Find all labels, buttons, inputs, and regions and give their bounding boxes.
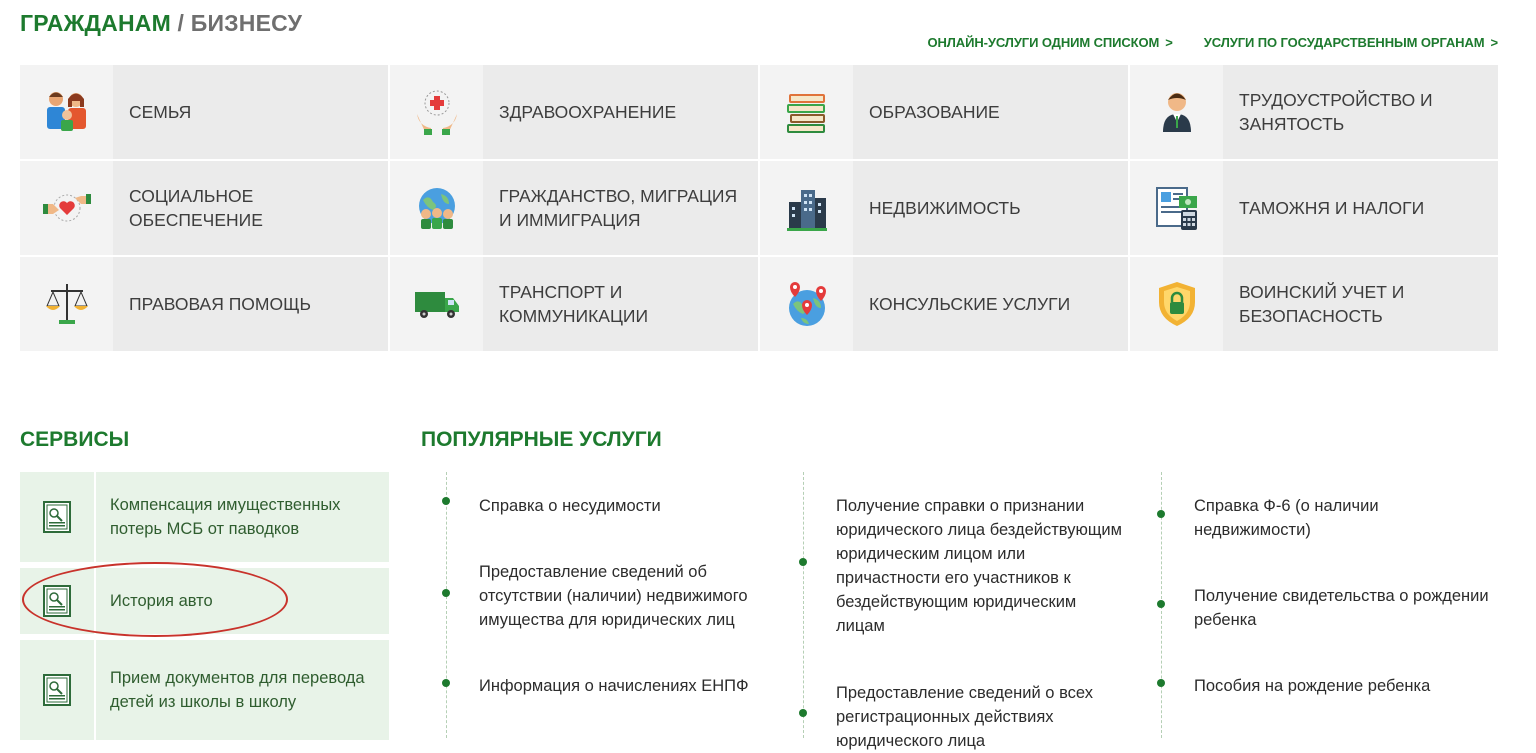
bullet-dot [442,589,450,597]
bullet-dot [1157,600,1165,608]
service-label: Компенсация имущественных потерь МСБ от паводков [94,472,389,562]
category-label: ВОИНСКИЙ УЧЕТ И БЕЗОПАСНОСТЬ [1239,282,1405,326]
category-grid [20,65,1498,351]
category-consular[interactable] [760,257,1128,351]
globe-pins-icon [781,278,833,330]
category-legal-aid[interactable] [20,257,388,351]
services-by-agency-link[interactable]: УСЛУГИ ПО ГОСУДАРСТВЕННЫМ ОРГАНАМ > [1203,35,1498,50]
category-military-security[interactable] [1130,257,1498,351]
tab-separator: / [177,10,185,36]
header-links [927,35,1498,50]
shield-lock-icon [1151,278,1203,330]
category-label: ТРАНСПОРТ И КОММУНИКАЦИИ [499,282,649,326]
truck-icon [411,278,463,330]
popular-column-2 [803,472,804,738]
popular-service-link[interactable]: Получение справки о признании юридического лица бездействующим юридическим лицом или причастности его участников к бездействующим юридическим лицам [836,497,1122,635]
service-item-sme-flood-compensation[interactable] [20,472,389,562]
category-customs-taxes[interactable] [1130,161,1498,255]
business-tab[interactable]: БИЗНЕСУ [190,10,303,36]
tax-document-icon [1151,182,1203,234]
category-label: ЗДРАВООХРАНЕНИЕ [499,102,677,122]
category-label: ТРУДОУСТРОЙСТВО И ЗАНЯТОСТЬ [1239,90,1433,134]
bullet-dot [799,709,807,717]
chevron-right-icon: > [1490,35,1498,50]
category-family[interactable] [20,65,388,159]
category-citizenship[interactable] [390,161,758,255]
category-label: ГРАЖДАНСТВО, МИГРАЦИЯ И ИММИГРАЦИЯ [499,186,738,230]
bullet-dot [1157,679,1165,687]
popular-column-1 [446,472,447,738]
scales-icon [41,278,93,330]
category-real-estate[interactable] [760,161,1128,255]
category-label: СЕМЬЯ [129,102,192,122]
citizens-tab[interactable]: ГРАЖДАНАМ [20,10,171,36]
bullet-dot [442,497,450,505]
globe-people-icon [411,182,463,234]
popular-service-link[interactable]: Информация о начислениях ЕНПФ [479,677,749,695]
heart-hands-icon [41,182,93,234]
category-transport[interactable] [390,257,758,351]
category-social[interactable] [20,161,388,255]
audience-switch [20,10,302,37]
category-education[interactable] [760,65,1128,159]
category-label: КОНСУЛЬСКИЕ УСЛУГИ [869,294,1071,314]
books-icon [781,86,833,138]
category-label: СОЦИАЛЬНОЕ ОБЕСПЕЧЕНИЕ [129,186,263,230]
popular-service-link[interactable]: Предоставление сведений о всех регистрационных действиях юридического лица [836,684,1093,750]
bullet-dot [799,558,807,566]
document-icon [40,500,74,534]
popular-service-link[interactable]: Предоставление сведений об отсутствии (наличии) недвижимого имущества для юридических лиц [479,563,748,629]
document-icon [40,673,74,707]
popular-service-link[interactable]: Пособия на рождение ребенка [1194,677,1431,695]
category-label: НЕДВИЖИМОСТЬ [869,198,1021,218]
category-label: ТАМОЖНЯ И НАЛОГИ [1239,198,1425,218]
popular-service-link[interactable]: Получение свидетельства о рождении ребенка [1194,587,1489,629]
service-label: Прием документов для перевода детей из школы в школу [94,640,389,740]
service-label: История авто [94,568,227,634]
category-employment[interactable] [1130,65,1498,159]
services-heading: СЕРВИСЫ [20,428,130,451]
highlight-circle-annotation [22,562,288,637]
bullet-dot [1157,510,1165,518]
category-healthcare[interactable] [390,65,758,159]
online-services-link[interactable]: ОНЛАЙН-УСЛУГИ ОДНИМ СПИСКОМ > [927,35,1173,50]
chevron-right-icon: > [1165,35,1173,50]
category-label: ПРАВОВАЯ ПОМОЩЬ [129,294,311,314]
popular-service-link[interactable]: Справка о несудимости [479,497,661,515]
buildings-icon [781,182,833,234]
popular-service-link[interactable]: Справка Ф-6 (о наличии недвижимости) [1194,497,1379,539]
employee-icon [1151,86,1203,138]
service-item-school-transfer[interactable] [20,640,389,740]
family-icon [41,86,93,138]
bullet-dot [442,679,450,687]
healthcare-icon [411,86,463,138]
popular-services-heading: ПОПУЛЯРНЫЕ УСЛУГИ [421,428,662,451]
category-label: ОБРАЗОВАНИЕ [869,102,1000,122]
